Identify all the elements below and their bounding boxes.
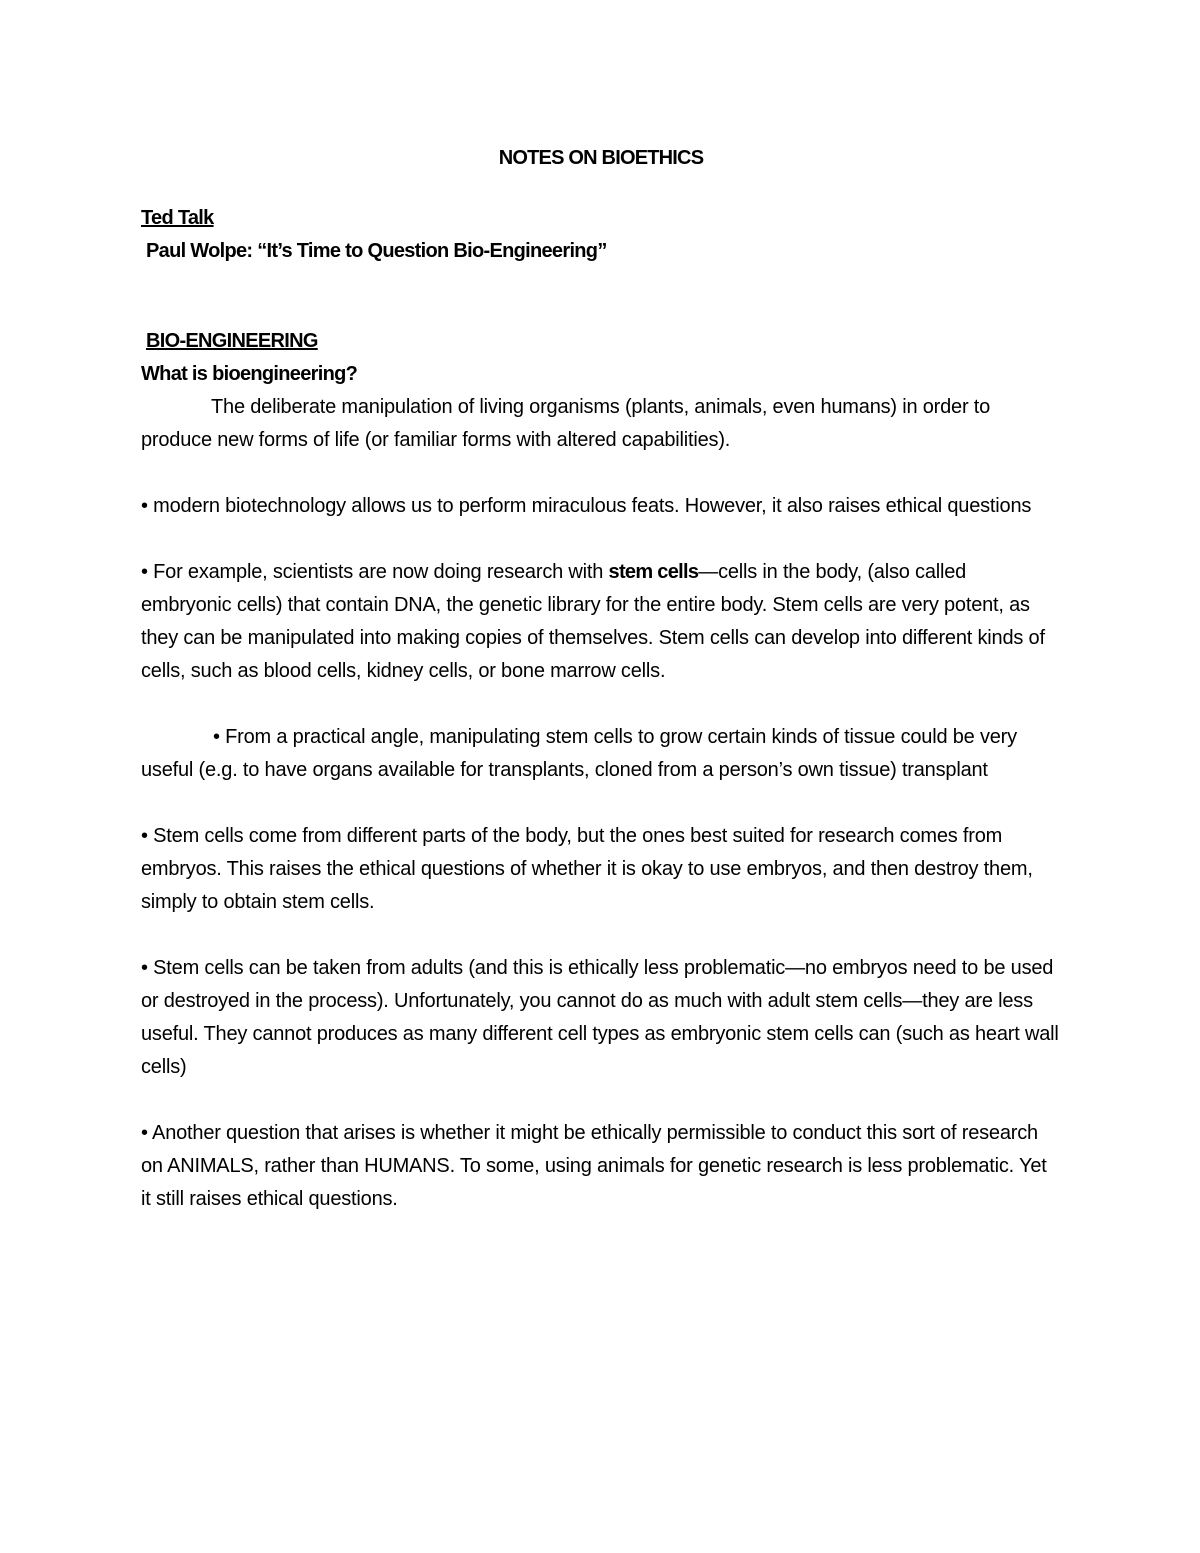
section-label xyxy=(141,202,1061,235)
definition-paragraph: The deliberate manipulation of living organisms (plants, animals, even humans) in order to produce new forms of life (or familiar forms with altered capabilities). xyxy=(141,396,991,451)
spacer xyxy=(141,523,1061,556)
bullet-2-lead: • For example, scientists are now doing research with xyxy=(141,561,609,583)
talk-title xyxy=(141,235,1061,268)
stem-cells-term: stem cells xyxy=(608,561,699,583)
document-body xyxy=(141,142,1061,1216)
spacer xyxy=(141,919,1061,952)
topic-heading-text: BIO-ENGINEERING xyxy=(146,330,318,352)
bullet-paragraph-2 xyxy=(141,556,1061,688)
bullet-paragraph-4: • Stem cells come from different parts of the body, but the ones best suited for research comes from embryos. This raises the ethical questions of whether it is okay to use embryos, and then destroy them, simply to obtain stem cells. xyxy=(141,825,1033,913)
spacer xyxy=(141,1084,1061,1117)
spacer xyxy=(141,787,1061,820)
document-title: NOTES ON BIOETHICS xyxy=(498,147,704,169)
bullet-paragraph-3: • From a practical angle, manipulating stem cells to grow certain kinds of tissue could be very useful (e.g. to have organs available for transplants, cloned from a person’s own tissue) transplant xyxy=(141,726,1017,781)
bullet-paragraph-6: • Another question that arises is whether it might be ethically permissible to conduct this sort of research on ANIMALS, rather than HUMANS. To some, using animals for genetic research is less problematic. Yet it still raises ethical questions. xyxy=(141,1122,1047,1210)
bullet-paragraph-5: • Stem cells can be taken from adults (and this is ethically less problematic—no embryos need to be used or destroyed in the process). Unfortunately, you cannot do as much with adult stem cells—they are less useful. They cannot produces as many different cell types as embryonic stem cells can (such as heart wall cells) xyxy=(141,957,1059,1078)
talk-title-text: Paul Wolpe: “It’s Time to Question Bio-Engineering” xyxy=(146,240,607,262)
bullet-2-rest: —cells in the body, (also called embryonic cells) that contain DNA, the genetic library for the entire body. Stem cells are very potent, as they can be manipulated into making copies of themselves. Stem cells can develop into different kinds of cells, such as blood cells, kidney cells, or bone marrow cells. xyxy=(141,561,1045,682)
section-label-text: Ted Talk xyxy=(141,207,214,229)
question-heading: What is bioengineering? xyxy=(141,363,358,385)
spacer xyxy=(141,268,1061,325)
spacer xyxy=(141,457,1061,490)
topic-heading xyxy=(141,325,1061,358)
spacer xyxy=(141,688,1061,721)
bullet-paragraph-1: • modern biotechnology allows us to perform miraculous feats. However, it also raises ethical questions xyxy=(141,495,1032,517)
